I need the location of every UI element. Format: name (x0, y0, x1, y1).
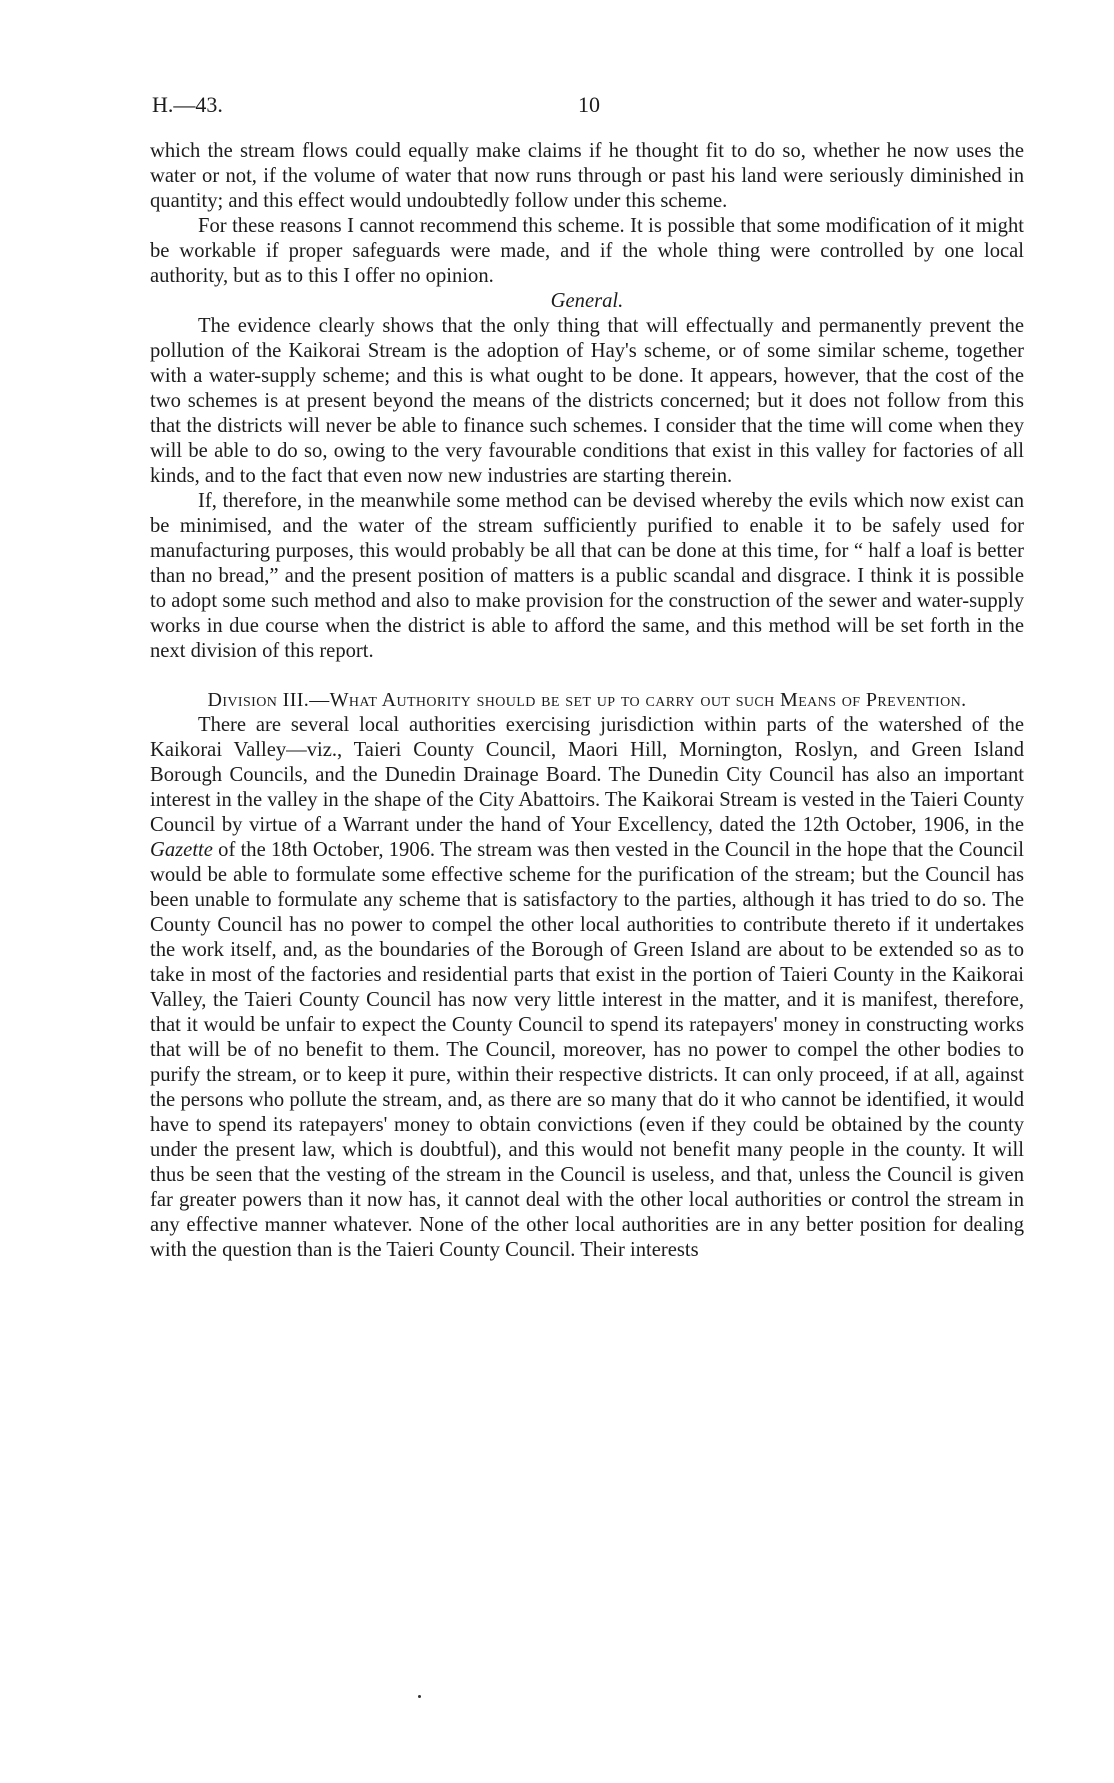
paragraph-evidence: The evidence clearly shows that the only thing that will effectually and permanently prevent the pollution of the Kaikorai Stream is the adoption of Hay's scheme, or of some similar scheme, together with a water-supply scheme; and this is what ought to be done. It appears, however, that the cost of the two schemes is at present beyond the means of the districts concerned; but it does not follow from this that the districts will never be able to finance such schemes. I consider that the time will come when they will be able to do so, owing to the very favourable conditions that exist in this valley for factories of all kinds, and to the fact that even now new industries are starting therein. (150, 315, 1024, 487)
paragraph-authorities (150, 713, 1024, 1263)
document-body (150, 139, 1024, 1263)
document-reference: H.—43. (152, 92, 223, 117)
division-heading: Division III.—What Authority should be set up to carry out such Means of Prevention. (207, 689, 967, 711)
printing-speck (418, 1695, 421, 1698)
section-heading-general: General. (550, 290, 624, 312)
paragraph-continued: which the stream flows could equally make claims if he thought fit to do so, whether he now uses the water or not, if the volume of water that now runs through or past his land were seriously diminished in quantity; and this effect would undoubtedly follow under this scheme. (150, 140, 1024, 212)
paragraph-authorities-part2: of the 18th October, 1906. The stream was then vested in the Council in the hope that the Council would be able to formulate some effective scheme for the purification of the stream; but the Council has been unable to formulate any scheme that is satisfactory to the parties, although it has tried to do so. The County Council has no power to compel the other local authorities to contribute thereto if it undertakes the work itself, and, as the boundaries of the Borough of Green Island are about to be extended so as to take in most of the factories and residential parts that exist in the portion of Taieri County in the Kaikorai Valley, the Taieri County Council has now very little interest in the matter, and it is manifest, therefore, that it would be unfair to expect the County Council to spend its ratepayers' money in constructing works that will be of no benefit to them. The Council, moreover, has no power to compel the other bodies to purify the stream, or to keep it pure, within their respective districts. It can only proceed, if at all, against the persons who pollute the stream, and, as there are so many that do it who cannot be identified, it would have to spend its ratepayers' money to obtain convictions (even if they could be obtained by the county under the present law, which is doubtful), and this would not benefit many people in the county. It will thus be seen that the vesting of the stream in the Council is useless, and that, unless the Council is given far greater powers than it now has, it cannot deal with the other local authorities or control the stream in any effective manner whatever. None of the other local authorities are in any better position for dealing with the question than is the Taieri County Council. Their interests (150, 839, 1024, 1261)
page-header (152, 92, 1022, 122)
page-number: 10 (578, 92, 600, 117)
paragraph-authorities-part1: There are several local authorities exercising jurisdiction within parts of the watershed of the Kaikorai Valley—viz., Taieri County Council, Maori Hill, Mornington, Roslyn, and Green Island Borough Councils, and the Dunedin Drainage Board. The Dunedin City Council has also an important interest in the valley in the shape of the City Abattoirs. The Kaikorai Stream is vested in the Taieri County Council by virtue of a Warrant under the hand of Your Excellency, dated the 12th October, 1906, in the (150, 714, 1024, 836)
gazette-title: Gazette (150, 839, 213, 861)
paragraph-meanwhile: If, therefore, in the meanwhile some method can be devised whereby the evils which now exist can be minimised, and the water of the stream sufficiently purified to enable it to be safely used for manufacturing purposes, this would probably be all that can be done at this time, for “ half a loaf is better than no bread,” and the present position of matters is a public scandal and disgrace. I think it is possible to adopt some such method and also to make provision for the construction of the sewer and water-supply works in due course when the district is able to afford the same, and this method will be set forth in the next division of this report. (150, 490, 1024, 662)
paragraph-recommendation: For these reasons I cannot recommend this scheme. It is possible that some modification of it might be workable if proper safeguards were made, and if the whole thing were controlled by one local authority, but as to this I offer no opinion. (150, 215, 1024, 287)
